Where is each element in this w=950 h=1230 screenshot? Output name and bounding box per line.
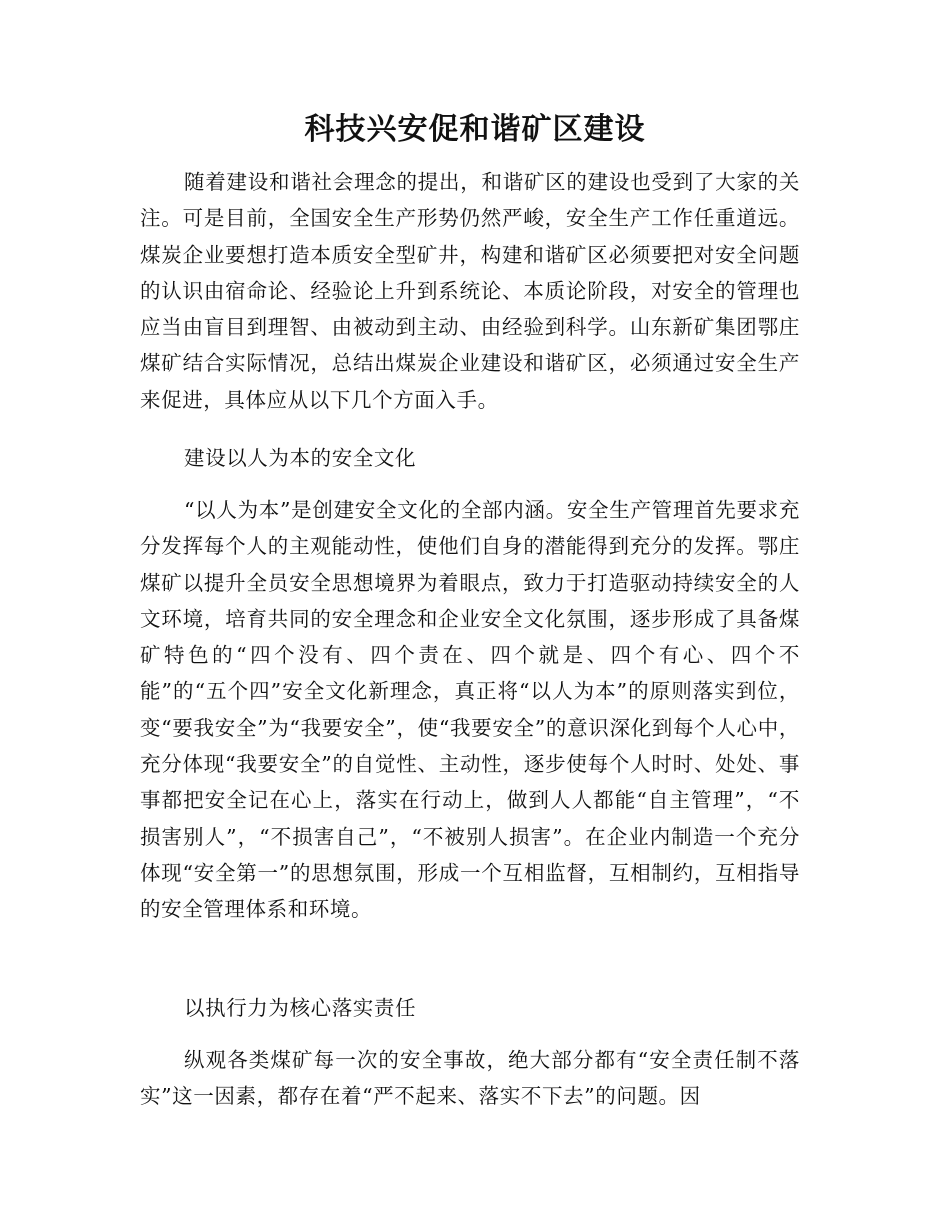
paragraph-safety-culture: “以人为本”是创建安全文化的全部内涵。安全生产管理首先要求充分发挥每个人的主观能动性，使他们自身的潜能得到充分的发挥。鄂庄煤矿以提升全员安全思想境界为着眼点，致力于打造驱动持续安全的人文环境，培育共同的安全理念和企业安全文化氛围，逐步形成了具备煤矿特色的“四个没有、四个责在、四个就是、四个有心、四个不能”的“五个四”安全文化新理念，真正将“以人为本”的原则落实到位，变“要我安全”为“我要安全”，使“我要安全”的意识深化到每个人心中，充分体现“我要安全”的自觉性、主动性，逐步使每个人时时、处处、事事都把安全记在心上，落实在行动上，做到人人都能“自主管理”，“不损害别人”，“不损害自己”，“不被别人损害”。在企业内制造一个充分体现“安全第一”的思想氛围，形成一个互相监督，互相制约，互相指导的安全管理体系和环境。 xyxy=(140,498,800,922)
section-heading-execution: 以执行力为核心落实责任 xyxy=(184,996,417,1020)
section-heading-safety-culture: 建设以人为本的安全文化 xyxy=(184,446,417,470)
paragraph-execution: 纵观各类煤矿每一次的安全事故，绝大部分都有“安全责任制不落实”这一因素，都存在着“严不起来、落实不下去”的问题。因 xyxy=(140,1048,800,1109)
paragraph-intro: 随着建设和谐社会理念的提出，和谐矿区的建设也受到了大家的关注。可是目前，全国安全生产形势仍然严峻，安全生产工作任重道远。煤炭企业要想打造本质安全型矿井，构建和谐矿区必须要把对安全问题的认识由宿命论、经验论上升到系统论、本质论阶段，对安全的管理也应当由盲目到理智、由被动到主动、由经验到科学。山东新矿集团鄂庄煤矿结合实际情况，总结出煤炭企业建设和谐矿区，必须通过安全生产来促进，具体应从以下几个方面入手。 xyxy=(140,170,800,412)
document-title: 科技兴安促和谐矿区建设 xyxy=(304,112,646,147)
